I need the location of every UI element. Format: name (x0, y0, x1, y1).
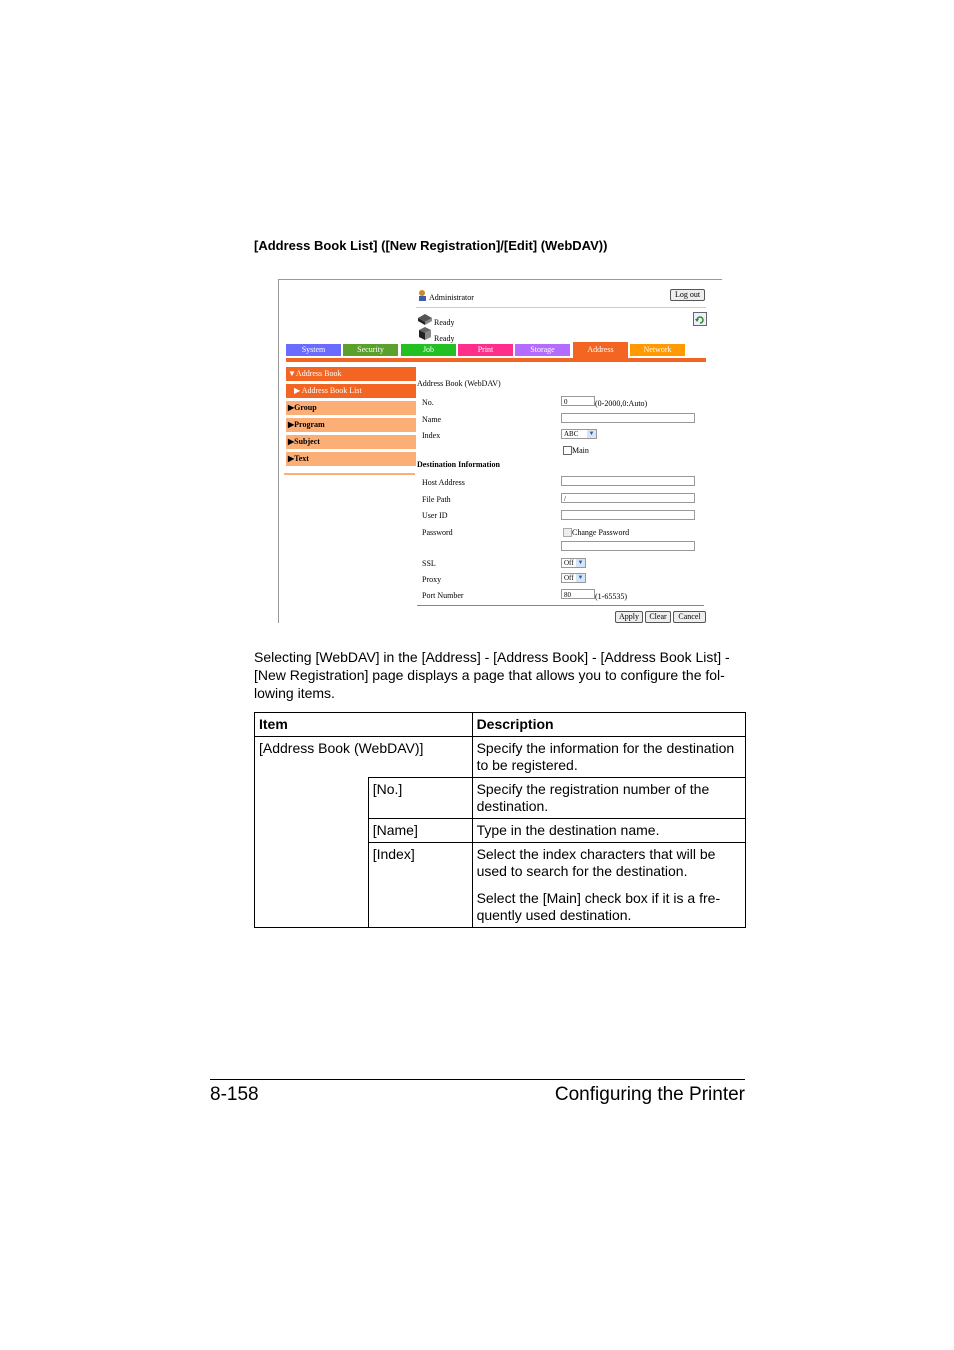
apply-button[interactable]: Apply (615, 611, 643, 623)
refresh-icon[interactable] (693, 312, 707, 326)
tab-underline (286, 358, 706, 362)
no-input[interactable]: 0 (561, 396, 595, 406)
no-hint: (0-2000,0:Auto) (595, 399, 648, 408)
printer-icon (417, 312, 433, 324)
nav-group[interactable]: ▶Group (286, 401, 416, 415)
description-cell: Specify the information for the destination to be registered. (472, 737, 745, 778)
main-label: Main (572, 446, 589, 455)
tab-storage[interactable]: Storage (515, 344, 570, 356)
sub-item-cell: [No.] (368, 778, 472, 819)
change-password-checkbox[interactable] (563, 528, 572, 537)
scanner-status: Ready (434, 334, 455, 343)
name-label: Name (422, 415, 442, 424)
path-label: File Path (422, 495, 451, 504)
tab-print[interactable]: Print (458, 344, 513, 356)
description-cell: Type in the destination name. (472, 819, 745, 843)
port-hint: (1-65535) (595, 592, 627, 601)
table-row (255, 778, 746, 819)
port-label: Port Number (422, 591, 464, 600)
item-cell: [Address Book (WebDAV)] (255, 737, 473, 778)
proxy-label: Proxy (422, 575, 442, 584)
tab-job[interactable]: Job (401, 344, 456, 356)
nav-address-book[interactable]: ▼Address Book (286, 367, 416, 381)
web-ui-screenshot (278, 279, 722, 623)
host-label: Host Address (422, 478, 465, 487)
printer-status: Ready (434, 318, 455, 327)
description-paragraph: Selecting [WebDAV] in the [Address] - [Address Book] - [Address Book List] - [New Registration] page displays a page that allows you to configure the fol-lowing items. (254, 649, 730, 701)
chevron-down-icon: ▼ (577, 560, 584, 566)
cancel-button[interactable]: Cancel (673, 611, 706, 623)
nav-subject[interactable]: ▶Subject (286, 435, 416, 449)
tab-system[interactable]: System (286, 344, 341, 356)
password-input[interactable] (561, 541, 695, 551)
description-cell (472, 843, 745, 928)
ssl-select[interactable]: Off ▼ (561, 558, 586, 568)
sub-item-cell: [Name] (368, 819, 472, 843)
tab-security[interactable]: Security (343, 344, 398, 356)
index-select[interactable]: ABC ▼ (561, 429, 597, 439)
logout-button[interactable]: Log out (670, 289, 705, 301)
path-input[interactable]: / (561, 493, 695, 503)
chevron-down-icon: ▼ (588, 431, 595, 437)
tab-network[interactable]: Network (630, 344, 685, 356)
items-table (254, 712, 746, 928)
table-header-row (255, 713, 746, 737)
section-heading: [Address Book List] ([New Registration]/[Edit] (WebDAV)) (254, 238, 608, 253)
nav-program[interactable]: ▶Program (286, 418, 416, 432)
port-input[interactable]: 80 (561, 589, 595, 599)
sub-item-cell: [Index] (368, 843, 472, 928)
page-number: 8-158 (210, 1084, 259, 1105)
password-label: Password (422, 528, 453, 537)
chevron-down-icon: ▼ (577, 575, 584, 581)
description-cell: Specify the registration number of the destination. (472, 778, 745, 819)
header-description: Description (472, 713, 745, 737)
tab-address[interactable]: Address (573, 342, 628, 358)
change-password-label: Change Password (572, 528, 630, 537)
section-title: Configuring the Printer (554, 1084, 745, 1105)
scanner-icon (417, 326, 433, 340)
table-row (255, 737, 746, 778)
ssl-label: SSL (422, 559, 436, 568)
no-label: No. (422, 398, 434, 407)
nav-text[interactable]: ▶Text (286, 452, 416, 466)
proxy-select[interactable]: Off ▼ (561, 573, 586, 583)
clear-button[interactable]: Clear (645, 611, 671, 623)
userid-label: User ID (422, 511, 448, 520)
nav-address-book-list[interactable]: ▶ Address Book List (286, 384, 416, 398)
name-input[interactable] (561, 413, 695, 423)
destination-title: Destination Information (417, 460, 500, 469)
footer-rule (210, 1079, 745, 1080)
userid-input[interactable] (561, 510, 695, 520)
description-text: Select the [Main] check box if it is a fre-quently used destination. (476, 890, 721, 923)
user-label: Administrator (429, 293, 474, 302)
index-label: Index (422, 431, 441, 440)
administrator-icon (417, 288, 429, 300)
host-input[interactable] (561, 476, 695, 486)
description-text: Select the index characters that will be used to search for the destination. (476, 846, 716, 879)
main-checkbox[interactable] (563, 446, 572, 455)
form-title: Address Book (WebDAV) (417, 379, 501, 388)
header-item: Item (255, 713, 473, 737)
